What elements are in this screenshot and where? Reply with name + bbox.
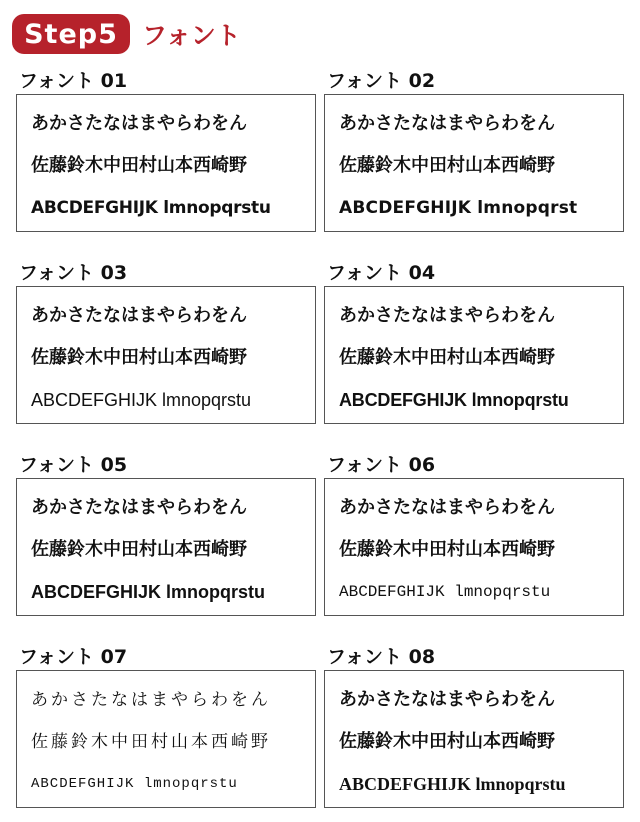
sample-kana: あかさたなはまやらわをん: [31, 690, 271, 710]
font-label: フォント 08: [327, 646, 436, 668]
sample-kana: あかさたなはまやらわをん: [339, 689, 555, 710]
sample-kanji: 佐藤鈴木中田村山本西崎野: [339, 155, 555, 176]
font-sample-box[interactable]: [324, 286, 624, 424]
sample-latin: ABCDEFGHIJK lmnopqrstu: [31, 390, 252, 410]
step-badge: Step5: [12, 14, 130, 54]
font-label: フォント 03: [19, 262, 128, 284]
sample-kana: あかさたなはまやらわをん: [31, 113, 247, 134]
sample-kanji: 佐藤鈴木中田村山本西崎野: [31, 539, 247, 560]
font-sample-box[interactable]: [16, 478, 316, 616]
sample-kanji: 佐藤鈴木中田村山本西崎野: [339, 539, 555, 560]
font-label: フォント 01: [19, 70, 128, 92]
sample-kanji: 佐藤鈴木中田村山本西崎野: [339, 731, 555, 752]
section-header: [12, 12, 241, 56]
font-label: フォント 06: [327, 454, 436, 476]
font-sample-box[interactable]: [16, 670, 316, 808]
font-label: フォント 04: [327, 262, 436, 284]
sample-latin: ABCDEFGHIJK lmnopqrstu: [339, 390, 569, 410]
font-option-07[interactable]: [16, 644, 316, 808]
sample-latin: ABCDEFGHIJK lmnopqrstu: [31, 198, 271, 218]
sample-kanji: 佐藤鈴木中田村山本西崎野: [339, 347, 555, 368]
sample-kana: あかさたなはまやらわをん: [31, 497, 247, 518]
sample-latin: ABCDEFGHIJK lmnopqrstu: [31, 582, 265, 602]
font-option-05[interactable]: [16, 452, 316, 616]
sample-kanji: 佐藤鈴木中田村山本西崎野: [31, 732, 271, 752]
sample-kanji: 佐藤鈴木中田村山本西崎野: [31, 155, 247, 176]
font-option-02[interactable]: [324, 68, 624, 232]
font-label: フォント 05: [19, 454, 128, 476]
font-sample-box[interactable]: [324, 670, 624, 808]
sample-latin: ABCDEFGHIJK lmnopqrstu: [31, 776, 238, 792]
font-option-04[interactable]: [324, 260, 624, 424]
sample-latin: ABCDEFGHIJK lmnopqrstu: [339, 583, 551, 601]
sample-kana: あかさたなはまやらわをん: [339, 113, 555, 134]
sample-latin: ABCDEFGHIJK lmnopqrst: [339, 198, 578, 218]
font-sample-box[interactable]: [16, 286, 316, 424]
sample-kana: あかさたなはまやらわをん: [31, 305, 247, 326]
font-sample-box[interactable]: [16, 94, 316, 232]
sample-kanji: 佐藤鈴木中田村山本西崎野: [31, 347, 247, 368]
section-title: フォント: [142, 21, 241, 50]
font-option-08[interactable]: [324, 644, 624, 808]
font-option-03[interactable]: [16, 260, 316, 424]
sample-kana: あかさたなはまやらわをん: [339, 305, 555, 326]
font-label: フォント 07: [19, 646, 128, 668]
font-option-01[interactable]: [16, 68, 316, 232]
sample-latin: ABCDEFGHIJK lmnopqrstu: [339, 774, 566, 794]
font-option-06[interactable]: [324, 452, 624, 616]
font-label: フォント 02: [327, 70, 436, 92]
font-sample-box[interactable]: [324, 478, 624, 616]
font-sample-box[interactable]: [324, 94, 624, 232]
sample-kana: あかさたなはまやらわをん: [339, 497, 555, 518]
